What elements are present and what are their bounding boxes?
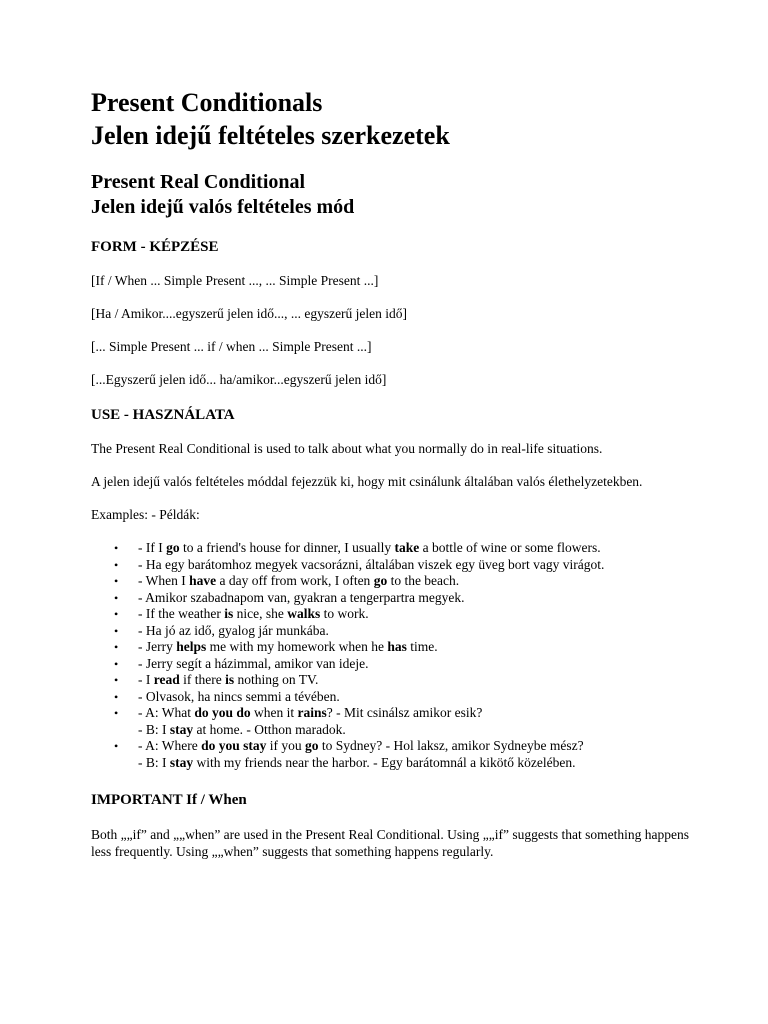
example-text: - When I: [138, 573, 190, 588]
use-paragraph-en: The Present Real Conditional is used to talk about what you normally do in real-life situations.: [91, 441, 603, 456]
subtitle-line-2: Jelen idejű valós feltételes mód: [91, 196, 355, 218]
bullet-icon: •: [114, 607, 119, 621]
example-text: - Olvasok, ha nincs semmi a tévében.: [138, 688, 340, 704]
bullet-icon: •: [114, 640, 119, 654]
example-emphasis: go: [166, 540, 180, 555]
example-reply-line: [138, 755, 691, 772]
example-line: [138, 738, 584, 753]
bullet-icon: •: [114, 574, 119, 588]
example-text: - B: I: [138, 754, 170, 770]
example-text: - If I: [138, 540, 167, 555]
form-line-4: [...Egyszerű jelen idő... ha/amikor...egyszerű jelen idő]: [91, 372, 387, 387]
example-emphasis: stay: [169, 721, 194, 737]
example-line: [138, 557, 604, 572]
example-emphasis: stay: [169, 754, 194, 770]
example-line: [138, 606, 369, 621]
use-paragraph-hu: A jelen idejű valós feltételes móddal fejezzük ki, hogy mit csinálunk általában valós élethelyzetekben.: [91, 474, 643, 489]
example-emphasis: do you do: [194, 705, 251, 720]
list-item: [91, 573, 691, 590]
example-line: [138, 705, 482, 720]
example-emphasis: walks: [287, 606, 321, 621]
list-item: [91, 623, 691, 640]
list-item: [91, 672, 691, 689]
example-text: to the beach.: [387, 573, 460, 588]
example-text: me with my homework when he: [206, 639, 388, 654]
example-text: a bottle of wine or some flowers.: [419, 540, 601, 555]
example-text: if there: [179, 672, 226, 687]
example-line: [138, 672, 318, 687]
document-page: [91, 86, 691, 860]
example-text: - Jerry segít a házimmal, amikor van ideje.: [138, 655, 369, 671]
list-item: [91, 639, 691, 656]
title-line-2: Jelen idejű feltételes szerkezetek: [91, 121, 450, 150]
list-item: [91, 705, 691, 738]
example-emphasis: have: [189, 573, 217, 588]
example-text: - Ha egy barátomhoz megyek vacsorázni, általában viszek egy üveg bort vagy virágot.: [138, 556, 605, 572]
example-text: - B: I: [138, 721, 170, 737]
example-text: nothing on TV.: [234, 672, 319, 687]
bullet-icon: •: [114, 623, 119, 638]
list-item: [91, 606, 691, 623]
example-line: [138, 689, 340, 704]
list-item: [91, 540, 691, 557]
example-text: time.: [406, 639, 438, 654]
list-item: [91, 557, 691, 574]
example-line: [138, 656, 369, 671]
example-line: [138, 590, 465, 605]
title-line-1: Present Conditionals: [91, 88, 323, 117]
example-text: to work.: [320, 606, 369, 621]
bullet-icon: •: [114, 739, 119, 753]
example-text: - A: What: [138, 705, 195, 720]
example-text: - I: [138, 672, 154, 687]
examples-label: Examples: - Példák:: [91, 507, 200, 522]
example-line: [138, 573, 459, 588]
example-emphasis: go: [373, 573, 388, 588]
form-line-2: [Ha / Amikor....egyszerű jelen idő..., ... egyszerű jelen idő]: [91, 306, 408, 321]
example-emphasis: go: [305, 738, 319, 753]
form-line-1: [If / When ... Simple Present ..., ... Simple Present ...]: [91, 273, 379, 288]
important-heading: IMPORTANT If / When: [91, 792, 247, 808]
example-reply-line: [138, 722, 691, 739]
example-emphasis: is: [224, 606, 234, 621]
example-emphasis: has: [387, 639, 407, 654]
example-emphasis: helps: [176, 639, 207, 654]
example-emphasis: rains: [297, 705, 327, 720]
subtitle-line-1: Present Real Conditional: [91, 171, 306, 193]
example-emphasis: is: [225, 672, 235, 687]
form-heading: FORM - KÉPZÉSE: [91, 239, 219, 255]
example-text: to a friend's house for dinner, I usually: [179, 540, 395, 555]
bullet-icon: •: [114, 689, 119, 704]
example-text: to Sydney? - Hol laksz, amikor Sydneybe mész?: [318, 738, 584, 753]
example-emphasis: do you stay: [201, 738, 267, 753]
example-text: at home. - Otthon maradok.: [193, 721, 346, 737]
example-text: - Amikor szabadnapom van, gyakran a tengerpartra megyek.: [138, 589, 465, 605]
example-text: - Jerry: [138, 639, 177, 654]
important-paragraph: Both „„if” and „„when” are used in the Present Real Conditional. Using „„if” suggests that something happens less frequently. Using „„when” suggests that something happens regularly.: [91, 827, 689, 859]
list-item: [91, 656, 691, 673]
example-line: [138, 623, 329, 638]
bullet-icon: •: [114, 557, 119, 572]
bullet-icon: •: [114, 541, 119, 555]
example-text: with my friends near the harbor. - Egy barátomnál a kikötő közelében.: [193, 754, 576, 770]
bullet-icon: •: [114, 590, 119, 605]
section-title: [91, 170, 691, 220]
example-line: [138, 639, 438, 654]
form-line-3: [... Simple Present ... if / when ... Simple Present ...]: [91, 339, 372, 354]
example-text: - If the weather: [138, 606, 225, 621]
example-text: a day off from work, I often: [216, 573, 374, 588]
bullet-icon: •: [114, 673, 119, 687]
page-title: [91, 86, 691, 152]
use-heading: USE - HASZNÁLATA: [91, 407, 235, 423]
list-item: [91, 590, 691, 607]
list-item: [91, 689, 691, 706]
example-text: nice, she: [233, 606, 288, 621]
examples-list: [91, 540, 691, 771]
example-text: ? - Mit csinálsz amikor esik?: [326, 705, 483, 720]
bullet-icon: •: [114, 706, 119, 720]
example-text: if you: [266, 738, 305, 753]
example-emphasis: take: [394, 540, 420, 555]
example-line: [138, 540, 601, 555]
list-item: [91, 738, 691, 771]
example-text: - A: Where: [138, 738, 202, 753]
bullet-icon: •: [114, 656, 119, 671]
example-text: when it: [250, 705, 298, 720]
example-text: - Ha jó az idő, gyalog jár munkába.: [138, 622, 329, 638]
example-emphasis: read: [153, 672, 180, 687]
